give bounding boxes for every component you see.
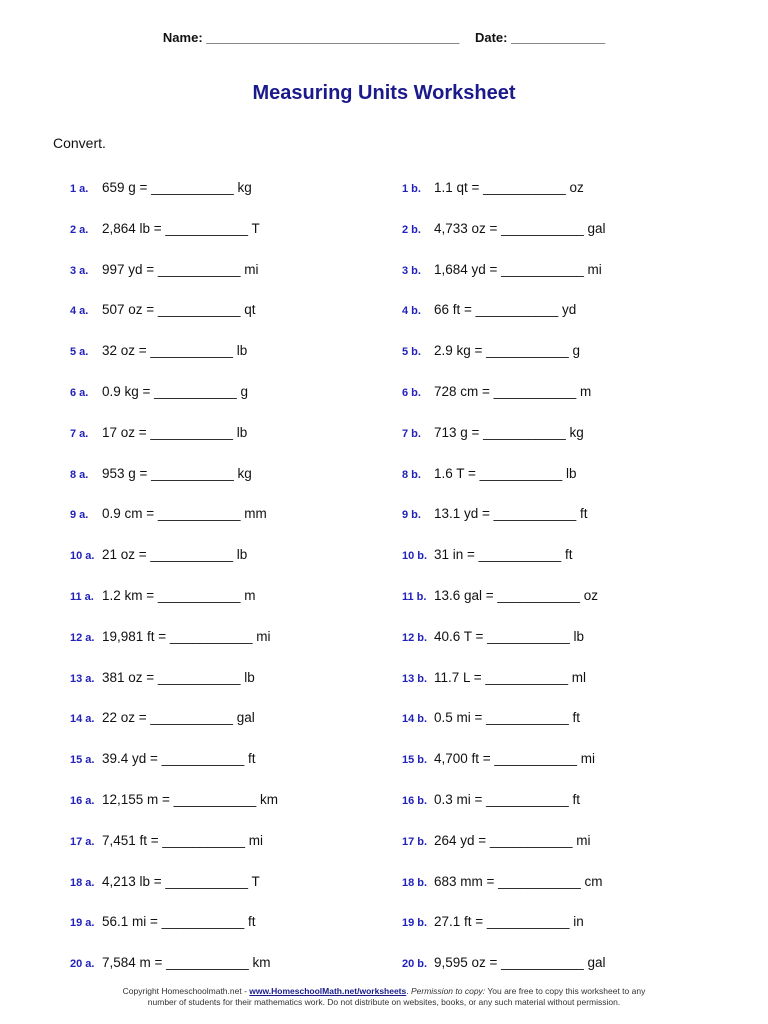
problem-12a [70,627,400,668]
worksheets-link[interactable]: www.HomeschoolMath.net/worksheets [249,986,407,996]
problem-expression[interactable]: 2.9 kg = ___________ g [434,343,581,359]
problem-expression[interactable]: 1,684 yd = ___________ mi [434,261,602,277]
problem-expression[interactable]: 0.3 mi = ___________ ft [434,791,580,807]
problem-expression[interactable]: 4,733 oz = ___________ gal [434,220,606,236]
problem-8a [70,464,400,505]
problem-number: 2 b. [402,223,421,236]
problem-number: 4 b. [402,305,421,318]
problem-expression[interactable]: 713 g = ___________ kg [434,424,584,440]
problem-number: 14 b. [402,713,428,726]
name-field[interactable]: Name: ___________________________________ [162,30,460,45]
permission-text: You are free to copy this worksheet to any [485,986,646,996]
problem-number: 6 a. [70,386,89,399]
worksheet-header [0,30,768,45]
problem-number: 9 b. [402,509,421,522]
problem-expression[interactable]: 659 g = ___________ kg [102,180,252,195]
problem-number: 18 b. [402,876,428,889]
problem-19b [402,912,732,953]
problem-8b [402,464,732,505]
problem-18b [402,872,732,913]
problem-expression[interactable]: 0.9 cm = ___________ mm [102,506,267,522]
problem-6b [402,382,732,423]
footer [0,986,768,1008]
problem-number: 13 b. [402,672,428,685]
problem-number: 12 b. [402,631,428,644]
problem-expression[interactable]: 22 oz = ___________ gal [102,710,255,726]
problem-4a [70,300,400,341]
instructions: Convert. [53,135,106,151]
problems-column-b [402,178,732,994]
problem-number: 3 b. [402,264,421,277]
problem-expression[interactable]: 13.6 gal = ___________ oz [434,587,599,603]
problem-number: 4 a. [70,305,89,318]
problem-5a [70,341,400,382]
problem-number: 20 a. [70,958,95,971]
problem-9b [402,504,732,545]
problem-number: 11 a. [70,590,94,603]
problem-expression[interactable]: 0.5 mi = ___________ ft [434,710,580,726]
problem-9a [70,504,400,545]
problem-number: 14 a. [70,713,95,726]
problem-expression[interactable]: 56.1 mi = ___________ ft [102,914,256,930]
problem-7a [70,423,400,464]
problem-19a [70,912,400,953]
problem-expression[interactable]: 39.4 yd = ___________ ft [102,751,256,767]
problem-4b [402,300,732,341]
problem-17a [70,831,400,872]
problem-number: 16 a. [70,794,95,807]
problem-6a [70,382,400,423]
problem-number: 15 b. [402,754,428,767]
footer-line-2: number of students for their mathematics work. Do not distribute on websites, books, or any such material without permission. [147,997,621,1007]
problem-1b [402,178,732,219]
problem-16b [402,790,732,831]
problem-expression[interactable]: 953 g = ___________ kg [102,465,252,481]
problem-expression[interactable]: 21 oz = ___________ lb [102,547,248,563]
problem-expression[interactable]: 507 oz = ___________ qt [102,302,256,318]
problem-expression[interactable]: 12,155 m = ___________ km [102,791,279,807]
problem-expression[interactable]: 1.1 qt = ___________ oz [434,180,584,195]
problem-1a [70,178,400,219]
problem-number: 7 b. [402,427,421,440]
problem-number: 1 b. [402,183,421,195]
problem-11a [70,586,400,627]
problem-expression[interactable]: 7,584 m = ___________ km [102,955,271,971]
problem-expression[interactable]: 17 oz = ___________ lb [102,424,248,440]
problem-10b [402,545,732,586]
problem-expression[interactable]: 4,213 lb = ___________ T [102,873,260,889]
problem-number: 13 a. [70,672,95,685]
problem-number: 17 a. [70,835,95,848]
footer-line-1 [0,986,768,997]
problem-number: 15 a. [70,754,95,767]
problem-10a [70,545,400,586]
problem-expression[interactable]: 264 yd = ___________ mi [434,832,591,848]
problem-number: 5 b. [402,346,421,359]
problem-number: 11 b. [402,590,427,603]
problem-expression[interactable]: 1.6 T = ___________ lb [434,465,577,481]
problem-number: 1 a. [70,183,89,195]
problem-expression[interactable]: 7,451 ft = ___________ mi [102,832,264,848]
date-field[interactable]: Date: _____________ [474,30,606,45]
problem-number: 2 a. [70,223,89,236]
page-title: Measuring Units Worksheet [252,82,516,104]
problem-15a [70,749,400,790]
problem-expression[interactable]: 0.9 kg = ___________ g [102,383,249,399]
problem-number: 19 b. [402,917,428,930]
problem-expression[interactable]: 997 yd = ___________ mi [102,261,259,277]
problem-14a [70,708,400,749]
problem-expression[interactable]: 13.1 yd = ___________ ft [434,506,588,522]
problem-expression[interactable]: 9,595 oz = ___________ gal [434,955,606,971]
problem-expression[interactable]: 381 oz = ___________ lb [102,669,255,685]
problem-11b [402,586,732,627]
problem-number: 8 b. [402,468,421,481]
problem-expression[interactable]: 27.1 ft = ___________ in [434,914,584,930]
problem-5b [402,341,732,382]
problem-number: 7 a. [70,427,89,440]
problem-15b [402,749,732,790]
problem-number: 3 a. [70,264,89,277]
problem-2a [70,219,400,260]
problem-number: 20 b. [402,958,428,971]
problem-number: 8 a. [70,468,89,481]
problem-expression[interactable]: 1.2 km = ___________ m [102,587,256,603]
problem-14b [402,708,732,749]
problem-7b [402,423,732,464]
problem-expression[interactable]: 4,700 ft = ___________ mi [434,751,596,767]
problems-column-a [70,178,400,994]
problem-3b [402,260,732,301]
problem-17b [402,831,732,872]
problem-13b [402,668,732,709]
problem-expression[interactable]: 683 mm = ___________ cm [434,873,603,889]
problem-number: 6 b. [402,386,421,399]
copyright-text: Copyright Homeschoolmath.net - [122,986,250,996]
problem-number: 18 a. [70,876,95,889]
problem-18a [70,872,400,913]
problem-expression[interactable]: 66 ft = ___________ yd [434,302,577,318]
problem-expression[interactable]: 31 in = ___________ ft [434,547,573,563]
problem-expression[interactable]: 728 cm = ___________ m [434,383,592,399]
permission-label: Permission to copy: [410,986,486,996]
problem-2b [402,219,732,260]
problem-3a [70,260,400,301]
problem-number: 12 a. [70,631,95,644]
problem-13a [70,668,400,709]
problem-expression[interactable]: 32 oz = ___________ lb [102,343,248,359]
problem-number: 17 b. [402,835,428,848]
problem-expression[interactable]: 19,981 ft = ___________ mi [102,628,271,644]
problem-number: 19 a. [70,917,95,930]
problem-number: 10 b. [402,550,428,563]
problem-expression[interactable]: 40.6 T = ___________ lb [434,628,585,644]
problem-expression[interactable]: 2,864 lb = ___________ T [102,220,260,236]
footer-separator: . [406,986,411,996]
problem-16a [70,790,400,831]
problem-expression[interactable]: 11.7 L = ___________ ml [434,669,587,685]
problem-number: 16 b. [402,794,428,807]
problem-12b [402,627,732,668]
problem-number: 5 a. [70,346,89,359]
problem-number: 10 a. [70,550,95,563]
problem-number: 9 a. [70,509,89,522]
